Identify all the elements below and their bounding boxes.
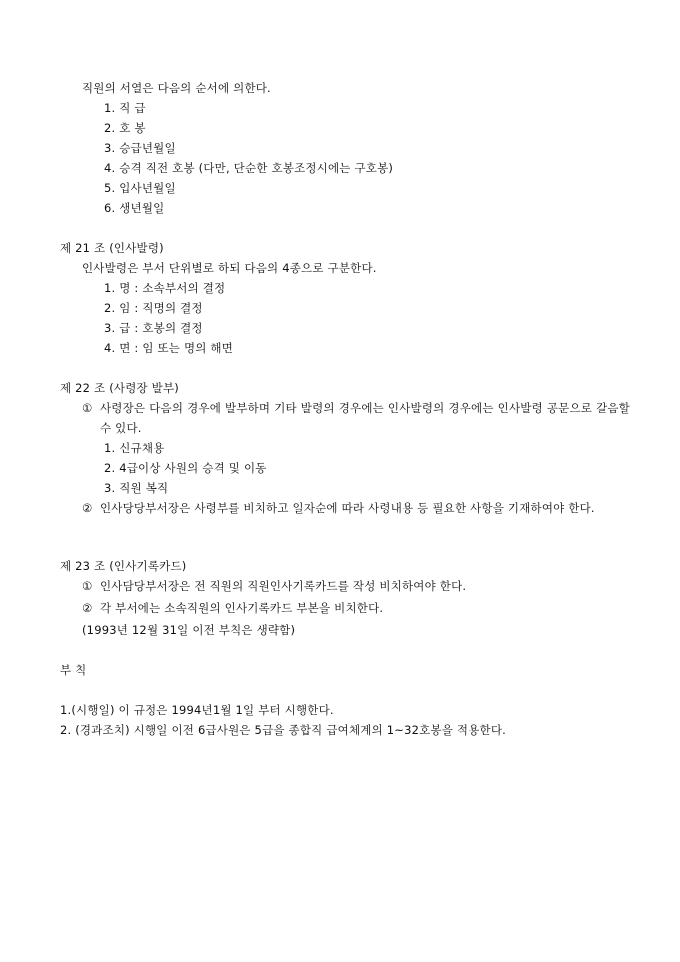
seniority-item: 1. 직 급 [104, 101, 146, 115]
article-21-item: 3. 급 : 호봉의 결정 [104, 321, 203, 335]
article-22-item: 3. 직원 복직 [104, 481, 169, 495]
seniority-intro-line: 직원의 서열은 다음의 순서에 의한다. [82, 81, 271, 95]
supplementary-heading: 부 칙 [60, 663, 87, 677]
article-22-clause-2-marker: ② [82, 501, 93, 515]
article-22-clause-2: 인사당당부서장은 사령부를 비치하고 일자순에 따라 사령내용 등 필요한 사항을 기재하여야 한다. [100, 501, 595, 515]
article-21-body: 인사발령은 부서 단위별로 하되 다음의 4종으로 구분한다. [82, 261, 377, 275]
article-21-item: 4. 면 : 임 또는 명의 해면 [104, 341, 234, 355]
article-22-item: 1. 신규채용 [104, 441, 165, 455]
seniority-item: 6. 생년월일 [104, 201, 165, 215]
seniority-item: 2. 호 봉 [104, 121, 146, 135]
article-21-item: 1. 명 : 소속부서의 결정 [104, 281, 226, 295]
supplementary-item-1: 1.(시행일) 이 규정은 1994년1월 1일 부터 시행한다. [60, 703, 334, 717]
article-22-clause-1-marker: ① [82, 401, 93, 415]
supplementary-item-2: 2. (경과조치) 시행일 이전 6급사원은 5급을 종합직 급여체계의 1~32호봉을 적용한다. [60, 723, 506, 737]
article-22-item: 2. 4급이상 사원의 승격 및 이동 [104, 461, 267, 475]
article-22-clause-1: 사령장은 다음의 경우에 발부하며 기타 발령의 경우에는 인사발령의 경우에는 인사발령 공문으로 갈음할 수 있다. [100, 401, 630, 435]
article-21-item: 2. 임 : 직명의 결정 [104, 301, 203, 315]
article-23-clause-2-marker: ② [82, 601, 93, 615]
article-23-clause-1-marker: ① [82, 579, 93, 593]
article-22-heading: 제 22 조 (사령장 발부) [60, 381, 179, 395]
seniority-item: 3. 승급년월일 [104, 141, 176, 155]
seniority-item: 4. 승격 직전 호봉 (다만, 단순한 호봉조정시에는 구호봉) [104, 161, 394, 175]
article-23-note: (1993년 12월 31일 이전 부칙은 생략함) [82, 623, 296, 637]
article-21-heading: 제 21 조 (인사발령) [60, 241, 164, 255]
seniority-item: 5. 입사년월일 [104, 181, 176, 195]
article-23-heading: 제 23 조 (인사기록카드) [60, 559, 187, 573]
article-23-clause-1: 인사담당부서장은 전 직원의 직원인사기록카드를 작성 비치하여야 한다. [100, 579, 467, 593]
article-23-clause-2: 각 부서에는 소속직원의 인사기록카드 부본을 비치한다. [100, 601, 384, 615]
